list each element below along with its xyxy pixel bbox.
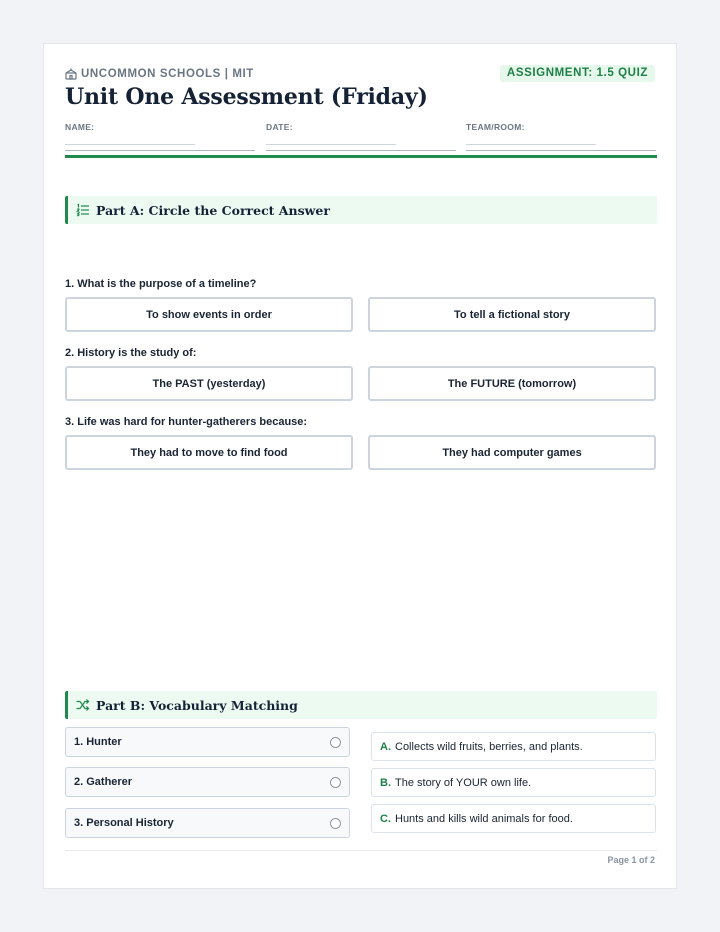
- q3-option-a[interactable]: They had to move to find food: [65, 435, 353, 470]
- definition-text: Collects wild fruits, berries, and plants.: [395, 740, 583, 753]
- worksheet-page: [43, 43, 677, 889]
- q2-option-b[interactable]: The FUTURE (tomorrow): [368, 366, 656, 401]
- question-2: 2. History is the study of:: [65, 347, 197, 359]
- part-b-title: Part B: Vocabulary Matching: [96, 697, 298, 713]
- definition-letter: A.: [380, 740, 391, 753]
- page-title: Unit One Assessment (Friday): [65, 84, 428, 110]
- q1-option-b[interactable]: To tell a fictional story: [368, 297, 656, 332]
- q1-option-a[interactable]: To show events in order: [65, 297, 353, 332]
- team-room-line: [466, 150, 656, 151]
- term-label: 2. Gatherer: [74, 776, 133, 788]
- part-a-heading: [65, 196, 657, 224]
- term-gatherer[interactable]: [65, 767, 350, 797]
- page-number: Page 1 of 2: [607, 855, 655, 865]
- team-room-line-short: [466, 144, 596, 145]
- school-line: [65, 67, 254, 81]
- date-field[interactable]: [266, 122, 456, 132]
- name-label: NAME:: [65, 122, 95, 132]
- name-line-short: [65, 144, 195, 145]
- definition-text: The story of YOUR own life.: [395, 776, 532, 789]
- question-3: 3. Life was hard for hunter-gatherers because:: [65, 416, 308, 428]
- match-circle[interactable]: [330, 777, 341, 788]
- definition-b[interactable]: [371, 768, 656, 797]
- match-circle[interactable]: [330, 818, 341, 829]
- question-1: 1. What is the purpose of a timeline?: [65, 278, 257, 290]
- shuffle-icon: [76, 698, 90, 712]
- term-label: 1. Hunter: [74, 736, 122, 748]
- term-label: 3. Personal History: [74, 817, 174, 829]
- header-divider: [65, 155, 657, 158]
- q2-option-a[interactable]: The PAST (yesterday): [65, 366, 353, 401]
- definition-c[interactable]: [371, 804, 656, 833]
- date-label: DATE:: [266, 122, 293, 132]
- team-room-field[interactable]: [466, 122, 656, 132]
- term-hunter[interactable]: [65, 727, 350, 757]
- definition-letter: B.: [380, 776, 391, 789]
- date-line-short: [266, 144, 396, 145]
- match-circle[interactable]: [330, 737, 341, 748]
- school-icon: [65, 68, 77, 80]
- q3-option-b[interactable]: They had computer games: [368, 435, 656, 470]
- school-name: UNCOMMON SCHOOLS | MIT: [81, 68, 254, 80]
- term-personal-history[interactable]: [65, 808, 350, 838]
- definition-letter: C.: [380, 812, 391, 825]
- part-b-heading: [65, 691, 657, 719]
- footer-divider: [65, 850, 657, 851]
- part-a-title: Part A: Circle the Correct Answer: [96, 202, 330, 218]
- date-line: [266, 150, 456, 151]
- list-ordered-icon: [76, 203, 90, 217]
- team-room-label: TEAM/ROOM:: [466, 122, 525, 132]
- assignment-badge: ASSIGNMENT: 1.5 QUIZ: [500, 65, 655, 82]
- definition-a[interactable]: [371, 732, 656, 761]
- definition-text: Hunts and kills wild animals for food.: [395, 812, 573, 825]
- name-field[interactable]: [65, 122, 255, 132]
- name-line: [65, 150, 255, 151]
